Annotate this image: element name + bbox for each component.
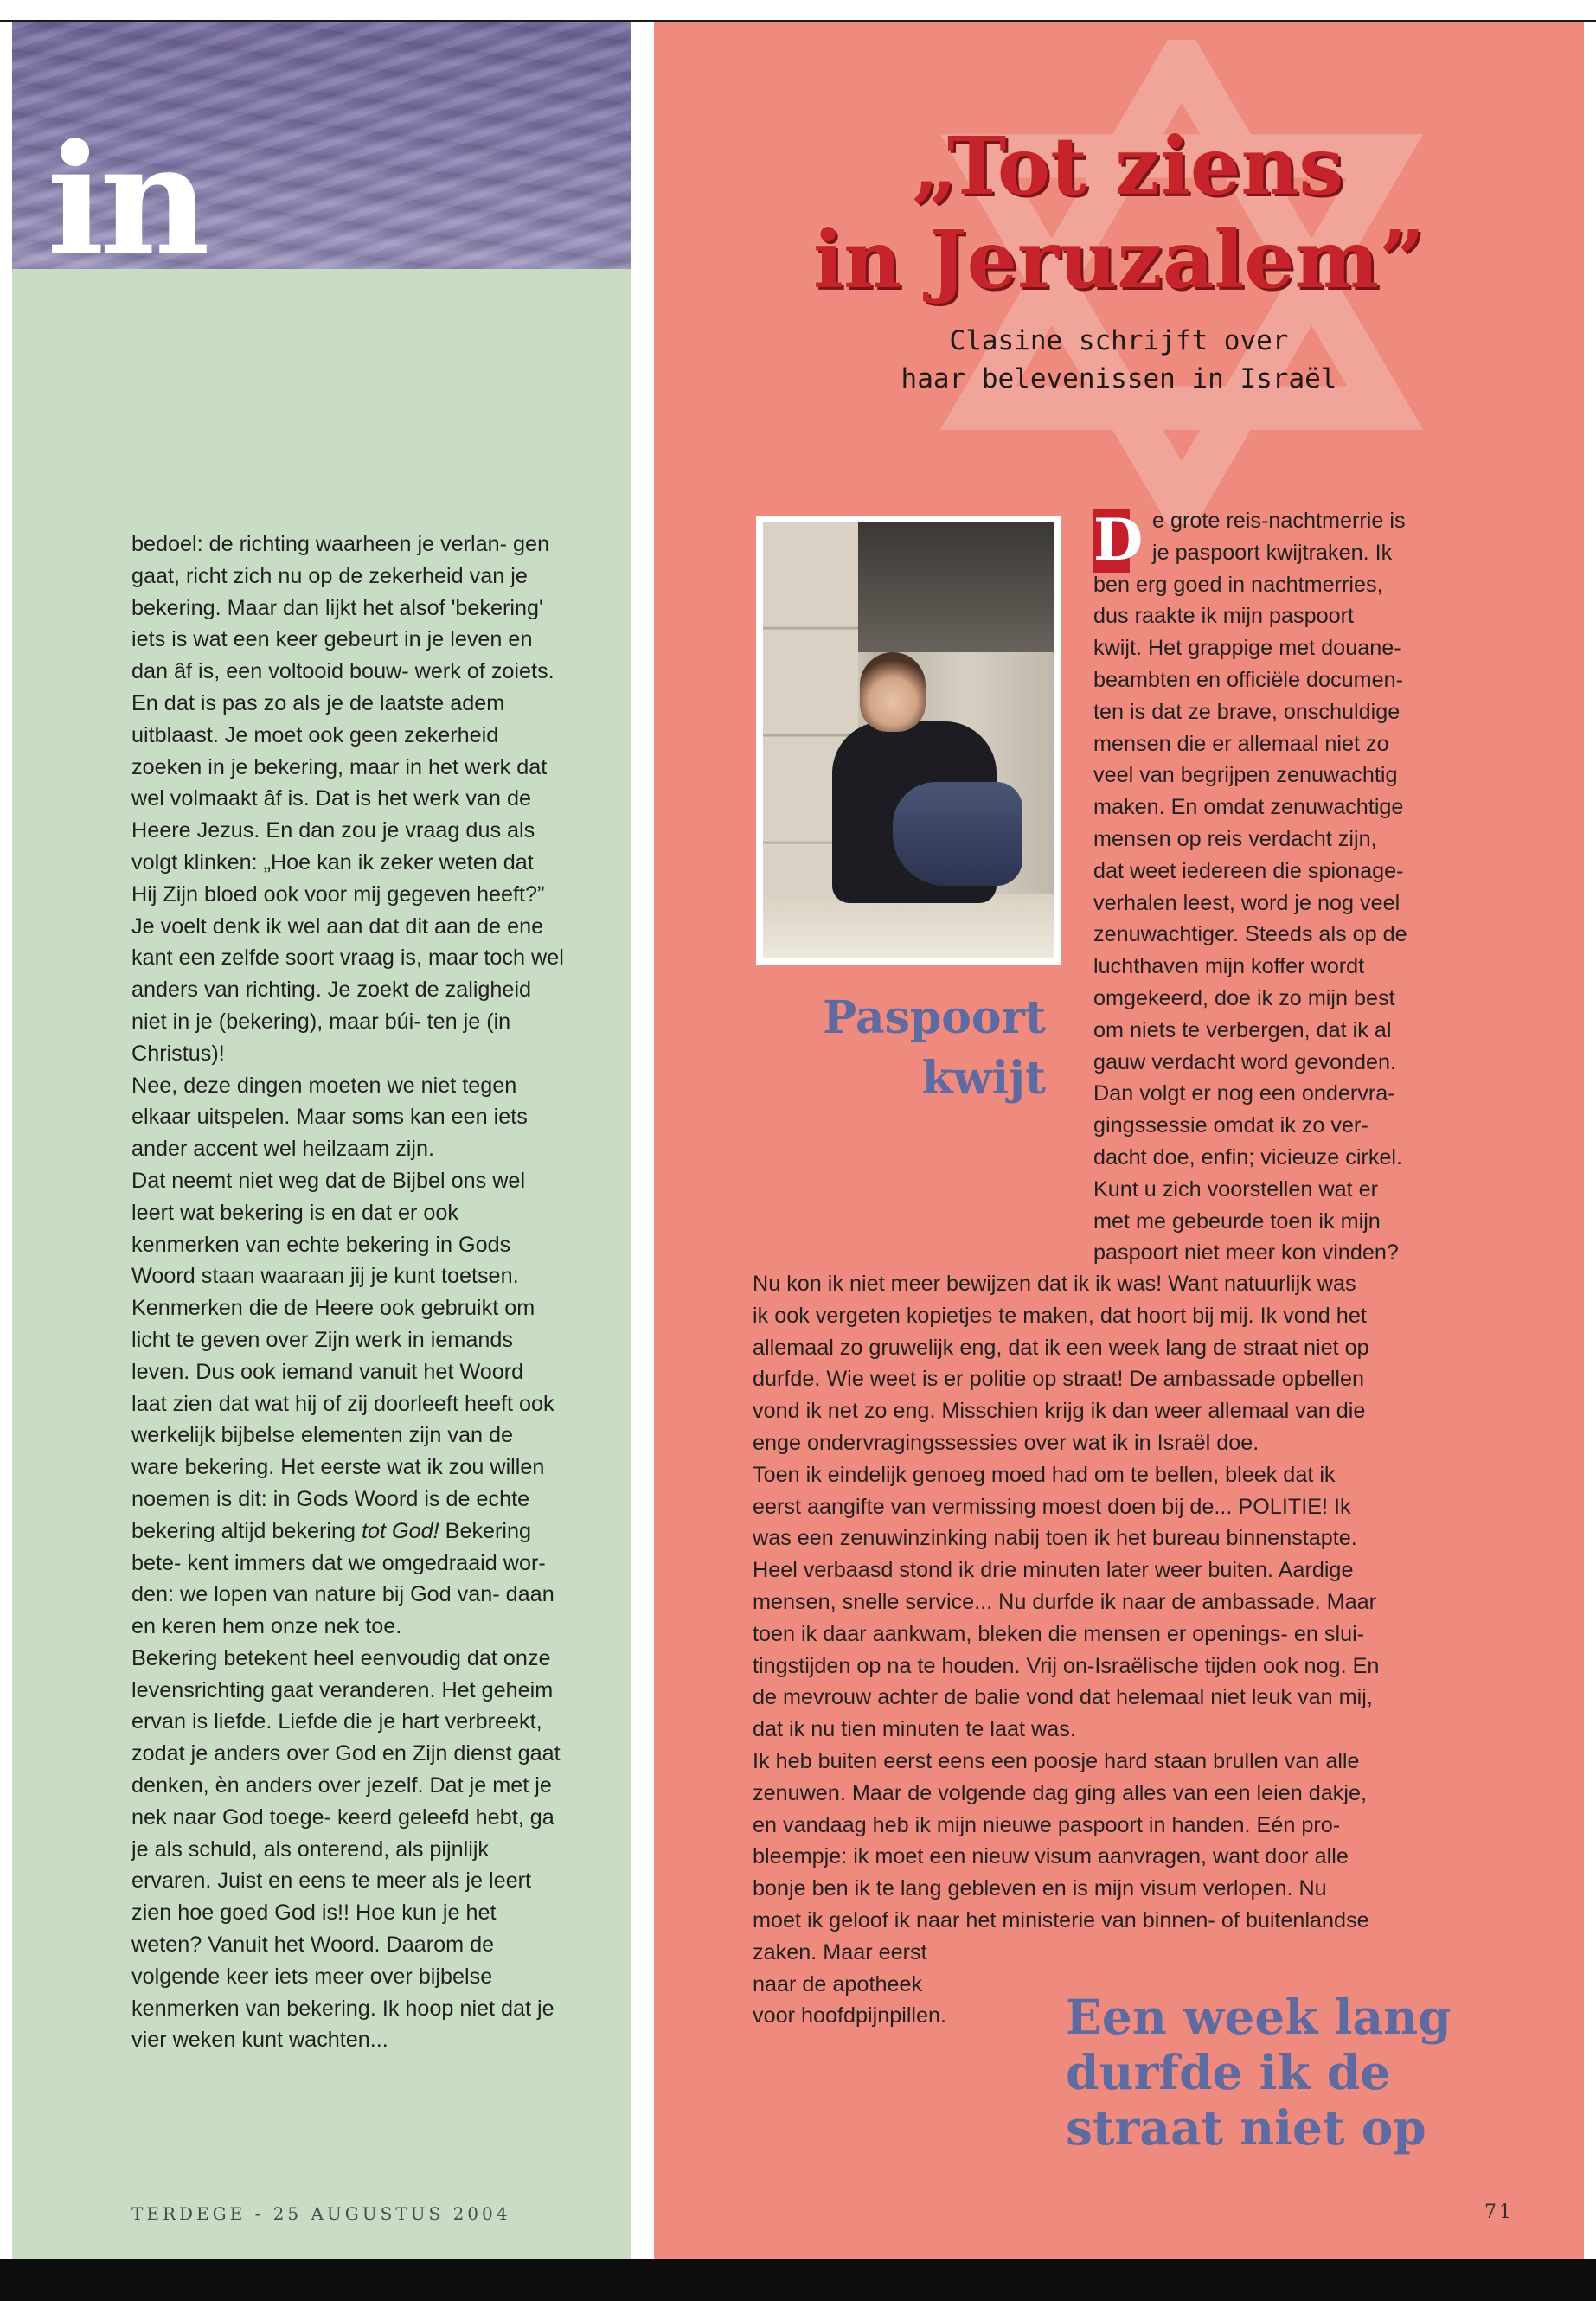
text-line: verhalen leest, word je nog veel [1093,890,1401,915]
text-line: tingstijden op na te houden. Vrij on-Israëlische tijden ook nog. En [753,1653,1380,1678]
paragraph [131,1643,564,2056]
text-line: maken. En omdat zenuwachtige [1093,795,1404,820]
pull-quote-week [1066,1990,1452,2156]
drop-cap: D [1093,506,1144,574]
text-line: allemaal zo gruwelijk eng, dat ik een week lang de straat niet op [753,1335,1369,1360]
text-run: bedoel: de richting waarheen je verlan- gen gaat, richt zich nu op de zekerheid van je bekering. Maar dan lijkt het alsof 'bekering' iets is wat een keer gebeurt in je leven en dan âf is, een voltooid bouw- werk of zoiets. En dat is pas zo als je de laatste adem uitblaast. Je moet ook geen zekerheid zoeken in je bekering, maar in het werk dat wel volmaakt âf is. Dat is het werk van de Heere Jezus. En dan zou je vraag dus als volgt klinken: „Hoe kan ik zeker weten dat Hij Zijn bloed ook voor mij gegeven heeft?” Je voelt denk ik wel aan dat dit aan de ene kant een zelfde soort vraag is, maar toch wel anders van richting. Je zoekt de zaligheid niet in je (bekering), maar búi- ten je (in Christus)! [131,532,564,1066]
page-number: 71 [1484,2202,1514,2223]
text-line: beambten en officiële documen- [1093,667,1403,692]
text-line: voor hoofdpijnpillen. [753,2003,947,2029]
paragraph [131,1165,564,1643]
article-subtitle [654,322,1584,398]
pull-quote-line: Paspoort [823,991,1046,1044]
text-line: om niets te verbergen, dat ik al [1093,1017,1392,1042]
text-line: bleempje: ik moet een nieuw visum aanvragen, want door alle [753,1844,1349,1869]
text-line: Kunt u zich voorstellen wat er [1093,1176,1378,1202]
text-run: Bekering betekent heel eenvoudig dat onze levensrichting gaat veranderen. Het geheim ervan is liefde. Liefde die je hart verbreekt, zodat je anders over God en Zijn dienst gaat denken, èn anders over jezelf. Dat je met je nek naar God toege- keerd geleefd hebt, ga je als schuld, als onterend, als pijnlijk ervaren. Juist en eens te meer als je leert zien hoe goed God is!! Hoe kun je het weten? Vanuit het Woord. Daarom de volgende keer iets meer over bijbelse kenmerken van bekering. Ik hoop niet dat je vier weken kunt wachten... [131,1645,561,2053]
text-line: vond ik net zo eng. Misschien krijg ik dan weer allemaal van die [753,1399,1366,1424]
pull-quote-line: kwijt [921,1052,1046,1105]
section-label: in [47,111,205,269]
magazine-footer: TERDEGE - 25 AUGUSTUS 2004 [131,2203,511,2224]
article-photo [756,516,1061,965]
top-rule [0,0,1596,22]
paragraph [131,529,564,1070]
text-line: durfde. Wie weet is er politie op straat! De ambassade opbellen [753,1367,1365,1392]
text-line: dat weet iedereen die spionage- [1093,858,1404,883]
paragraph [131,1070,564,1165]
text-line: e grote reis-nachtmerrie is [1152,509,1406,533]
text-line: Ik heb buiten eerst eens een poosje hard staan brullen van alle [753,1748,1360,1773]
text-line: ben erg goed in nachtmerries, [1093,572,1383,597]
text-run: Dat neemt niet weg dat de Bijbel ons wel leert wat bekering is en dat er ook kenmerken van echte bekering in Gods Woord staan waaraan jij je kunt toetsen. Kenmerken die de Heere ook gebruikt om licht te geven over Zijn werk in iemands leven. Dus ook iemand vanuit het Woord laat zien dat wat hij of zij doorleeft heeft ook werkelijk bijbelse elementen zijn van de ware bekering. Het eerste wat ik zou willen noemen is dit: in Gods Woord is de echte bekering altijd bekering [131,1168,554,1543]
left-column [12,22,631,2259]
pull-quote-passport [823,988,1046,1109]
text-line: Dan volgt er nog een ondervra- [1093,1081,1395,1106]
text-line: toen ik daar aankwam, bleken die mensen er openings- en slui- [753,1621,1365,1646]
text-run: Nee, deze dingen moeten we niet tegen elkaar uitspelen. Maar soms kan een iets ander accent wel heilzaam zijn. [131,1073,528,1162]
text-line: de mevrouw achter de balie vond dat helemaal niet leuk van mij, [753,1685,1373,1710]
text-line: naar de apotheek [753,1971,923,1997]
subtitle-line-2: haar belevenissen in Israël [901,363,1337,394]
text-line: omgekeerd, doe ik zo mijn best [1093,985,1395,1010]
text-line: gauw verdacht word gevonden. [1093,1049,1397,1074]
text-line: moet ik geloof ik naar het ministerie van binnen- of buitenlandse [753,1907,1369,1932]
text-line: enge ondervragingssessies over wat ik in Israël doe. [753,1430,1259,1455]
text-line: dacht doe, enfin; vicieuze cirkel. [1093,1144,1403,1170]
bottom-bar [0,2259,1596,2301]
pull-quote-line: Een week lang [1066,1989,1452,2045]
text-run: Bekering bete- kent immers dat we omgedraaid wor- den: we lopen van nature bij God van- daan en keren hem onze nek toe. [131,1518,554,1639]
sand-banner-image [12,22,631,269]
text-line: je paspoort kwijtraken. Ik [1152,540,1393,565]
text-line: veel van begrijpen zenuwachtig [1093,763,1398,788]
text-line: zenuwen. Maar de volgende dag ging alles van een leien dakje, [753,1780,1367,1805]
text-line: kwijt. Het grappige met douane- [1093,636,1401,661]
text-line: Toen ik eindelijk genoeg moed had om te bellen, bleek dat ik [753,1462,1336,1487]
text-line: paspoort niet meer kon vinden? [1093,1240,1399,1266]
text-line: zaken. Maar eerst [753,1939,927,1965]
text-line: met me gebeurde toen ik mijn [1093,1208,1381,1234]
text-line: mensen die er allemaal niet zo [1093,731,1389,756]
text-line: luchthaven mijn koffer wordt [1093,954,1365,979]
text-line: zenuwachtiger. Steeds als op de [1093,922,1407,947]
text-line: ten is dat ze brave, onschuldige [1093,699,1401,724]
right-column [654,22,1584,2259]
article-title [654,119,1584,306]
text-line: bonje ben ik te lang gebleven en is mijn visum verlopen. Nu [753,1876,1327,1901]
text-line: Heel verbaasd stond ik drie minuten later weer buiten. Aardige [753,1558,1354,1583]
title-line-1: „Tot ziens [911,119,1344,213]
title-line-2: in Jeruzalem” [813,213,1425,306]
left-article-text [131,529,564,2056]
text-line: dat ik nu tien minuten te laat was. [753,1717,1076,1742]
photo-girl-at-wall [763,522,1054,958]
text-line: was een zenuwinzinking nabij toen ik het bureau binnenstapte. [753,1526,1357,1551]
text-line: eerst aangifte van vermissing moest doen bij de... POLITIE! Ik [753,1494,1351,1519]
text-line: mensen, snelle service... Nu durfde ik naar de ambassade. Maar [753,1589,1377,1614]
emphasis-text: tot God! [362,1518,439,1543]
text-line: dus raakte ik mijn paspoort [1093,604,1354,629]
article-intro-text [1093,505,1443,1269]
text-line: en vandaag heb ik mijn nieuwe paspoort in handen. Eén pro- [753,1812,1341,1837]
text-line: Nu kon ik niet meer bewijzen dat ik ik was! Want natuurlijk was [753,1272,1356,1296]
article-body-text [753,1268,1479,2032]
column-gutter [631,22,654,2259]
pull-quote-line: durfde ik de [1066,2044,1391,2100]
subtitle-line-1: Clasine schrijft over [949,325,1289,356]
pull-quote-line: straat niet op [1066,2099,1426,2156]
text-line: gingssessie omdat ik zo ver- [1093,1113,1368,1138]
text-line: ik ook vergeten kopietjes te maken, dat hoort bij mij. Ik vond het [753,1303,1367,1328]
text-line: mensen op reis verdacht zijn, [1093,826,1377,851]
